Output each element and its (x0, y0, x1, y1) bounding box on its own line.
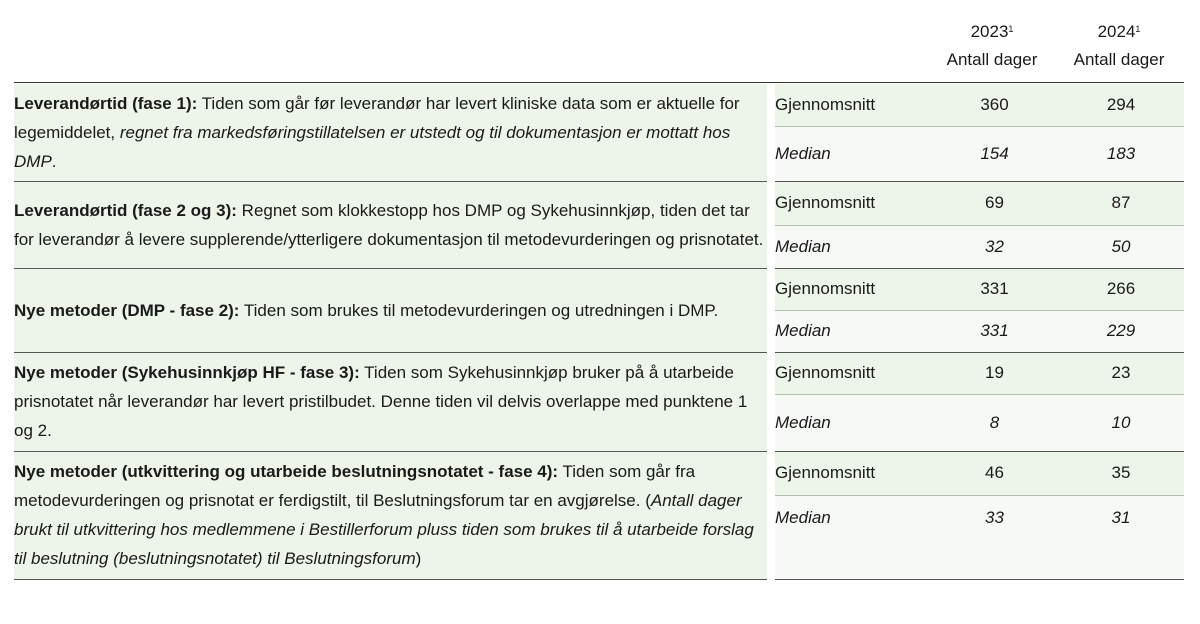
value-median-2024: 10 (1058, 394, 1184, 451)
value-mean-2023: 46 (931, 451, 1058, 495)
row-description (14, 268, 771, 352)
table-row (14, 352, 1184, 394)
row-italic-text: Antall dager brukt til utkvittering hos medlemmene i Bestillerforum pluss tiden som brukes til å utarbeide forslag til beslutning (beslutningsnotatet) til Beslutningsforum (14, 491, 754, 568)
value-median-2023: 331 (931, 310, 1058, 352)
metric-label-median: Median (771, 394, 931, 451)
row-text: Tiden som går før leverandør har levert kliniske data som er aktuelle for legemiddelet, (14, 93, 740, 142)
footnote-marker: 1 (1008, 24, 1014, 34)
row-text-tail: . (51, 151, 57, 171)
metric-label-mean: Gjennomsnitt (771, 268, 931, 310)
row-description (14, 352, 771, 451)
value-mean-2024: 35 (1058, 451, 1184, 495)
row-text-tail: ) (415, 549, 422, 568)
table-row (14, 181, 1184, 225)
row-text: Regnet som klokkestopp hos DMP og Sykehusinnkjøp, tiden det tar for leverandør å levere supplerende/ytterligere dokumentasjon til metodevurderingen og prisnotatet. (14, 200, 764, 249)
metric-label-mean: Gjennomsnitt (771, 84, 931, 126)
value-median-2024: 229 (1058, 310, 1184, 352)
header-2023 (927, 18, 1057, 74)
value-median-2024: 31 (1058, 495, 1184, 579)
row-title: Nye metoder (utkvittering og utarbeide beslutningsnotatet - fase 4): (14, 462, 559, 481)
table-row (14, 268, 1184, 310)
row-title: Nye metoder (Sykehusinnkjøp HF - fase 3): (14, 363, 360, 382)
header-year-2023: 2023$^1$ (970, 22, 1014, 41)
value-mean-2023: 19 (931, 352, 1058, 394)
value-mean-2023: 360 (931, 84, 1058, 126)
value-mean-2024: 23 (1058, 352, 1184, 394)
metric-label-mean: Gjennomsnitt (771, 451, 931, 495)
header-unit-2023: Antall dager (946, 50, 1038, 69)
row-italic-text: regnet fra markedsføringstillatelsen er utstedt og til dokumentasjon er mottatt hos DMP (14, 122, 731, 171)
value-mean-2024: 294 (1058, 84, 1184, 126)
row-description (14, 181, 771, 268)
metric-label-median: Median (771, 495, 931, 579)
value-median-2023: 33 (931, 495, 1058, 579)
header-2024 (1054, 18, 1184, 74)
value-mean-2023: 331 (931, 268, 1058, 310)
header-divider (14, 82, 1184, 83)
value-median-2024: 50 (1058, 225, 1184, 268)
header-year-2024: 2024$^1$ (1097, 22, 1141, 41)
table-row (14, 451, 1184, 495)
row-text: Tiden som brukes til metodevurderingen og utredningen i DMP. (239, 300, 719, 320)
value-median-2024: 183 (1058, 126, 1184, 181)
value-median-2023: 8 (931, 394, 1058, 451)
value-mean-2024: 266 (1058, 268, 1184, 310)
phase-table (14, 84, 1184, 580)
metric-label-median: Median (771, 310, 931, 352)
row-description (14, 84, 771, 181)
row-title: Leverandørtid (fase 1): (14, 93, 198, 113)
metric-label-median: Median (771, 225, 931, 268)
metric-label-mean: Gjennomsnitt (771, 352, 931, 394)
value-median-2023: 154 (931, 126, 1058, 181)
row-title: Leverandørtid (fase 2 og 3): (14, 200, 237, 220)
row-description (14, 451, 771, 579)
value-mean-2024: 87 (1058, 181, 1184, 225)
metric-label-median: Median (771, 126, 931, 181)
footnote-marker: 1 (1135, 24, 1141, 34)
value-median-2023: 32 (931, 225, 1058, 268)
value-mean-2023: 69 (931, 181, 1058, 225)
row-text: Tiden som Sykehusinnkjøp bruker på å utarbeide prisnotatet når leverandør har levert pristilbudet. Denne tiden vil delvis overlappe med punktene 1 og 2. (14, 363, 748, 440)
header-unit-2024: Antall dager (1073, 50, 1165, 69)
row-text: Tiden som går fra metodevurderingen og prisnotat er ferdigstilt, til Beslutningsforum tar en avgjørelse. ( (14, 462, 696, 510)
metric-label-mean: Gjennomsnitt (771, 181, 931, 225)
row-title: Nye metoder (DMP - fase 2): (14, 300, 240, 320)
table-row (14, 84, 1184, 126)
